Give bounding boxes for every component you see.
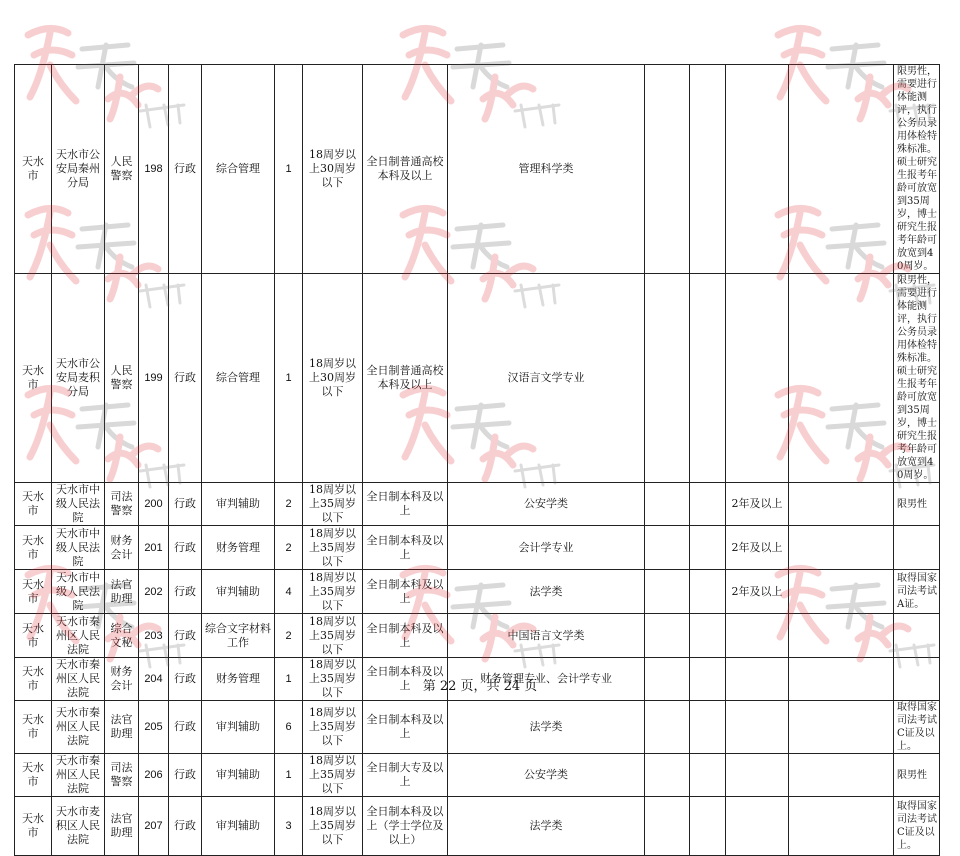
- education-cell: 全日制本科及以上: [363, 658, 448, 701]
- category-cell: 行政: [169, 274, 202, 483]
- education-cell: 全日制本科及以上: [363, 526, 448, 570]
- category-cell: 行政: [169, 614, 202, 658]
- table-row: [15, 701, 940, 754]
- blank-cell: [789, 754, 894, 797]
- count-cell: 1: [275, 754, 303, 797]
- job-cell: 审判辅助: [202, 754, 275, 797]
- city-cell: 天水市: [15, 658, 52, 701]
- blank-cell: [645, 797, 690, 856]
- position-cell: 人民警察: [105, 274, 139, 483]
- count-cell: 4: [275, 570, 303, 614]
- count-cell: 2: [275, 483, 303, 526]
- unit-cell: 天水市秦州区人民法院: [52, 658, 105, 701]
- code-cell: 204: [139, 658, 169, 701]
- recruitment-table: [14, 64, 940, 856]
- unit-cell: 天水市公安局秦州分局: [52, 65, 105, 274]
- code-cell: 200: [139, 483, 169, 526]
- blank-cell: [789, 570, 894, 614]
- age-cell: 18周岁以上35周岁以下: [303, 570, 363, 614]
- table-row: [15, 483, 940, 526]
- education-cell: 全日制普通高校本科及以上: [363, 274, 448, 483]
- experience-cell: [726, 701, 789, 754]
- job-cell: 审判辅助: [202, 570, 275, 614]
- blank-cell: [645, 701, 690, 754]
- position-cell: 法官助理: [105, 570, 139, 614]
- job-cell: 财务管理: [202, 658, 275, 701]
- city-cell: 天水市: [15, 614, 52, 658]
- count-cell: 1: [275, 65, 303, 274]
- age-cell: 18周岁以上35周岁以下: [303, 614, 363, 658]
- blank-cell: [690, 797, 726, 856]
- age-cell: 18周岁以上30周岁以下: [303, 274, 363, 483]
- experience-cell: 2年及以上: [726, 570, 789, 614]
- age-cell: 18周岁以上35周岁以下: [303, 701, 363, 754]
- table-row: [15, 614, 940, 658]
- blank-cell: [690, 570, 726, 614]
- position-cell: 人民警察: [105, 65, 139, 274]
- blank-cell: [690, 614, 726, 658]
- job-cell: 审判辅助: [202, 483, 275, 526]
- age-cell: 18周岁以上35周岁以下: [303, 526, 363, 570]
- code-cell: 205: [139, 701, 169, 754]
- experience-cell: 2年及以上: [726, 526, 789, 570]
- blank-cell: [789, 526, 894, 570]
- major-cell: 财务管理专业、会计学专业: [448, 658, 645, 701]
- job-cell: 审判辅助: [202, 797, 275, 856]
- code-cell: 199: [139, 274, 169, 483]
- code-cell: 201: [139, 526, 169, 570]
- blank-cell: [789, 274, 894, 483]
- education-cell: 全日制大专及以上: [363, 754, 448, 797]
- job-cell: 综合管理: [202, 274, 275, 483]
- city-cell: 天水市: [15, 483, 52, 526]
- blank-cell: [690, 754, 726, 797]
- city-cell: 天水市: [15, 701, 52, 754]
- age-cell: 18周岁以上35周岁以下: [303, 754, 363, 797]
- blank-cell: [645, 754, 690, 797]
- count-cell: 2: [275, 614, 303, 658]
- note-cell: 限男性，需要进行体能测评，执行公务员录用体检特殊标准。硕士研究生报考年龄可放宽到35周岁，博士研究生报考年龄可放宽到40周岁。: [894, 274, 940, 483]
- age-cell: 18周岁以上35周岁以下: [303, 797, 363, 856]
- table-row: [15, 797, 940, 856]
- major-cell: 公安学类: [448, 754, 645, 797]
- blank-cell: [690, 701, 726, 754]
- major-cell: 法学类: [448, 701, 645, 754]
- unit-cell: 天水市秦州区人民法院: [52, 754, 105, 797]
- blank-cell: [645, 570, 690, 614]
- note-cell: 限男性: [894, 754, 940, 797]
- experience-cell: [726, 274, 789, 483]
- position-cell: 司法警察: [105, 754, 139, 797]
- age-cell: 18周岁以上30周岁以下: [303, 65, 363, 274]
- note-cell: 限男性，需要进行体能测评，执行公务员录用体检特殊标准。硕士研究生报考年龄可放宽到35周岁，博士研究生报考年龄可放宽到40周岁。: [894, 65, 940, 274]
- note-cell: 取得国家司法考试C证及以上。: [894, 797, 940, 856]
- blank-cell: [645, 614, 690, 658]
- blank-cell: [789, 797, 894, 856]
- education-cell: 全日制本科及以上: [363, 614, 448, 658]
- job-cell: 综合管理: [202, 65, 275, 274]
- count-cell: 6: [275, 701, 303, 754]
- city-cell: 天水市: [15, 526, 52, 570]
- code-cell: 198: [139, 65, 169, 274]
- table-row: [15, 754, 940, 797]
- note-cell: 限男性: [894, 483, 940, 526]
- category-cell: 行政: [169, 65, 202, 274]
- table-row: [15, 65, 940, 274]
- job-cell: 审判辅助: [202, 701, 275, 754]
- experience-cell: [726, 797, 789, 856]
- position-cell: 财务会计: [105, 526, 139, 570]
- position-cell: 司法警察: [105, 483, 139, 526]
- note-cell: [894, 526, 940, 570]
- position-cell: 法官助理: [105, 701, 139, 754]
- category-cell: 行政: [169, 754, 202, 797]
- count-cell: 1: [275, 658, 303, 701]
- position-cell: 法官助理: [105, 797, 139, 856]
- age-cell: 18周岁以上35周岁以下: [303, 483, 363, 526]
- unit-cell: 天水市中级人民法院: [52, 570, 105, 614]
- note-cell: [894, 614, 940, 658]
- note-cell: 取得国家司法考试A证。: [894, 570, 940, 614]
- category-cell: 行政: [169, 570, 202, 614]
- category-cell: 行政: [169, 701, 202, 754]
- experience-cell: [726, 614, 789, 658]
- code-cell: 207: [139, 797, 169, 856]
- table-row: [15, 570, 940, 614]
- job-cell: 综合文字材料工作: [202, 614, 275, 658]
- position-cell: 综合文秘: [105, 614, 139, 658]
- category-cell: 行政: [169, 526, 202, 570]
- category-cell: 行政: [169, 483, 202, 526]
- age-cell: 18周岁以上35周岁以下: [303, 658, 363, 701]
- blank-cell: [690, 483, 726, 526]
- blank-cell: [789, 483, 894, 526]
- blank-cell: [690, 65, 726, 274]
- city-cell: 天水市: [15, 65, 52, 274]
- position-cell: 财务会计: [105, 658, 139, 701]
- note-cell: 取得国家司法考试C证及以上。: [894, 701, 940, 754]
- unit-cell: 天水市秦州区人民法院: [52, 701, 105, 754]
- experience-cell: [726, 65, 789, 274]
- blank-cell: [645, 526, 690, 570]
- blank-cell: [645, 274, 690, 483]
- major-cell: 管理科学类: [448, 65, 645, 274]
- code-cell: 206: [139, 754, 169, 797]
- major-cell: 中国语言文学类: [448, 614, 645, 658]
- table-row: [15, 274, 940, 483]
- table-row: [15, 526, 940, 570]
- unit-cell: 天水市中级人民法院: [52, 526, 105, 570]
- page-footer: 第 22 页，共 24 页: [422, 679, 538, 694]
- city-cell: 天水市: [15, 754, 52, 797]
- unit-cell: 天水市中级人民法院: [52, 483, 105, 526]
- unit-cell: 天水市秦州区人民法院: [52, 614, 105, 658]
- education-cell: 全日制本科及以上: [363, 701, 448, 754]
- count-cell: 3: [275, 797, 303, 856]
- table-body: [15, 65, 940, 856]
- major-cell: 会计学专业: [448, 526, 645, 570]
- experience-cell: 2年及以上: [726, 483, 789, 526]
- category-cell: 行政: [169, 658, 202, 701]
- unit-cell: 天水市麦积区人民法院: [52, 797, 105, 856]
- blank-cell: [789, 65, 894, 274]
- city-cell: 天水市: [15, 797, 52, 856]
- education-cell: 全日制普通高校本科及以上: [363, 65, 448, 274]
- count-cell: 1: [275, 274, 303, 483]
- unit-cell: 天水市公安局麦积分局: [52, 274, 105, 483]
- major-cell: 法学类: [448, 797, 645, 856]
- code-cell: 203: [139, 614, 169, 658]
- code-cell: 202: [139, 570, 169, 614]
- count-cell: 2: [275, 526, 303, 570]
- major-cell: 公安学类: [448, 483, 645, 526]
- education-cell: 全日制本科及以上（学士学位及以上）: [363, 797, 448, 856]
- blank-cell: [690, 526, 726, 570]
- category-cell: 行政: [169, 797, 202, 856]
- experience-cell: [726, 754, 789, 797]
- blank-cell: [645, 483, 690, 526]
- blank-cell: [645, 65, 690, 274]
- major-cell: 汉语言文学专业: [448, 274, 645, 483]
- job-cell: 财务管理: [202, 526, 275, 570]
- city-cell: 天水市: [15, 570, 52, 614]
- blank-cell: [789, 701, 894, 754]
- major-cell: 法学类: [448, 570, 645, 614]
- blank-cell: [789, 614, 894, 658]
- blank-cell: [690, 274, 726, 483]
- city-cell: 天水市: [15, 274, 52, 483]
- education-cell: 全日制本科及以上: [363, 570, 448, 614]
- education-cell: 全日制本科及以上: [363, 483, 448, 526]
